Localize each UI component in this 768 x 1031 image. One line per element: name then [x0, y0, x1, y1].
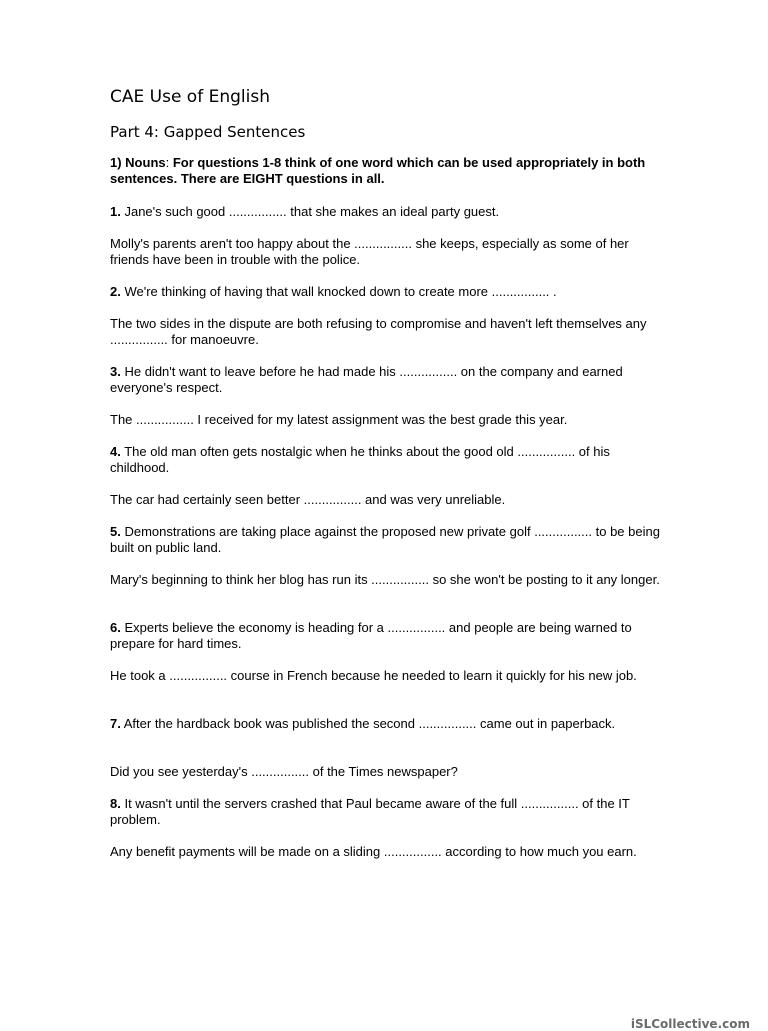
sentence-text: Experts believe the economy is heading for a ................ and people are being warned to prepare for hard times. — [110, 620, 632, 651]
question-number: 6. — [110, 620, 121, 635]
question-number: 8. — [110, 796, 121, 811]
question-4-sentence-a — [110, 444, 670, 476]
question-7-sentence-a — [110, 716, 670, 732]
question-5-sentence-a — [110, 524, 670, 556]
question-number: 2. — [110, 284, 121, 299]
sentence-text: The old man often gets nostalgic when he thinks about the good old ................ of his childhood. — [110, 444, 610, 475]
instructions-separator: : — [165, 155, 173, 170]
sentence-text: He didn't want to leave before he had made his ................ on the company and earned everyone's respect. — [110, 364, 623, 395]
instructions — [110, 155, 670, 187]
question-1-sentence-a — [110, 204, 670, 220]
instructions-text: For questions 1-8 think of one word which can be used appropriately in both sentences. There are EIGHT questions in all. — [110, 155, 646, 186]
watermark-text: iSLCollective.com — [630, 1017, 750, 1031]
question-3-sentence-a — [110, 364, 670, 396]
question-number: 7. — [110, 716, 121, 731]
sentence-text: After the hardback book was published the second ................ came out in paperback. — [123, 716, 616, 731]
sentence-text: Demonstrations are taking place against the proposed new private golf ................ to be being built on public land. — [110, 524, 660, 555]
question-6-sentence-b: He took a ................ course in French because he needed to learn it quickly for his new job. — [110, 668, 637, 683]
question-number: 4. — [110, 444, 121, 459]
question-7-sentence-b: Did you see yesterday's ................ of the Times newspaper? — [110, 764, 458, 779]
sentence-text: We're thinking of having that wall knocked down to create more ................ . — [124, 284, 557, 299]
question-3-sentence-b: The ................ I received for my latest assignment was the best grade this year. — [110, 412, 568, 427]
page-title: CAE Use of English — [110, 87, 270, 107]
question-number: 5. — [110, 524, 121, 539]
question-1-sentence-b: Molly's parents aren't too happy about the ................ she keeps, especially as some of her friends have been in trouble with the police. — [110, 236, 629, 267]
instructions-label: 1) Nouns — [110, 155, 166, 170]
question-2-sentence-b: The two sides in the dispute are both refusing to compromise and haven't left themselves any ................ for manoeuvre. — [110, 316, 647, 347]
question-4-sentence-b: The car had certainly seen better ................ and was very unreliable. — [110, 492, 506, 507]
page-subtitle: Part 4: Gapped Sentences — [110, 123, 306, 141]
question-2-sentence-a — [110, 284, 670, 300]
question-8-sentence-a — [110, 796, 670, 828]
question-8-sentence-b: Any benefit payments will be made on a sliding ................ according to how much you earn. — [110, 844, 637, 859]
question-6-sentence-a — [110, 620, 670, 652]
question-number: 3. — [110, 364, 121, 379]
question-number: 1. — [110, 204, 121, 219]
sentence-text: It wasn't until the servers crashed that Paul became aware of the full ................ of the IT problem. — [110, 796, 630, 827]
sentence-text: Jane's such good ................ that she makes an ideal party guest. — [124, 204, 500, 219]
question-5-sentence-b: Mary's beginning to think her blog has run its ................ so she won't be posting to it any longer. — [110, 572, 660, 587]
